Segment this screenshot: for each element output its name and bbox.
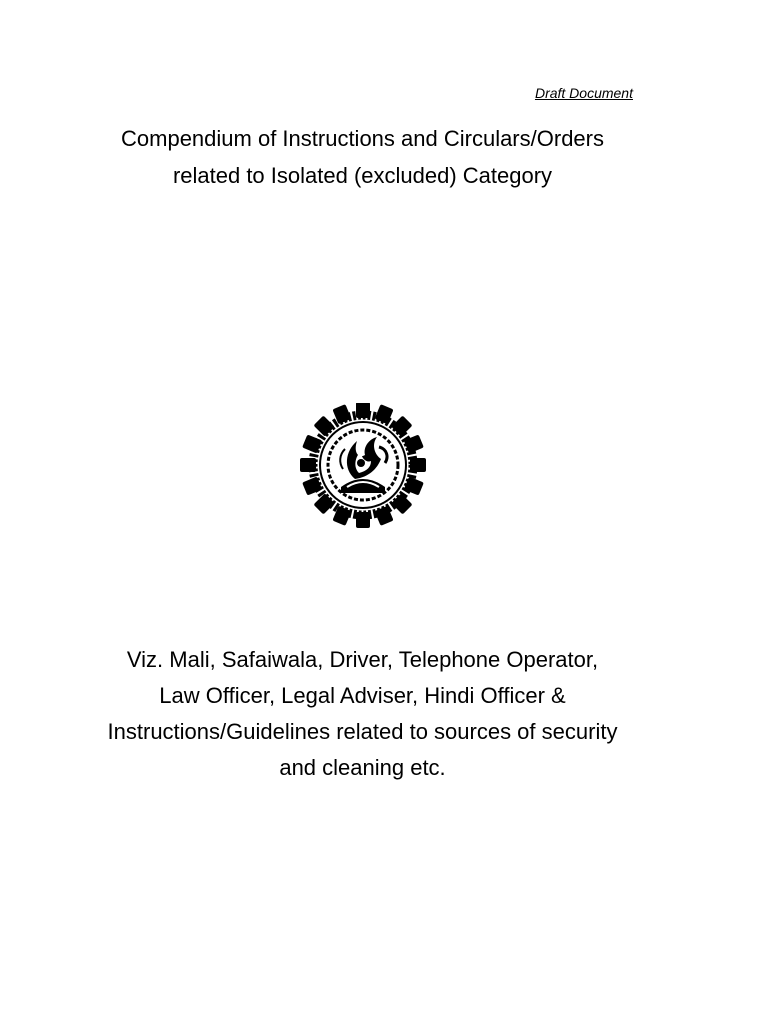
gear-emblem-icon — [288, 403, 438, 528]
document-title — [0, 120, 725, 194]
subject-line: Viz. Mali, Safaiwala, Driver, Telephone Operator, — [126, 647, 599, 672]
draft-label: Draft Document — [534, 85, 633, 101]
title-line: Compendium of Instructions and Circulars/Orders — [121, 126, 604, 151]
title-line: related to Isolated (excluded) Category — [172, 163, 553, 188]
subject-line: and cleaning etc. — [279, 755, 446, 780]
subject-line: Instructions/Guidelines related to sources of security — [107, 719, 618, 744]
document-subject — [0, 642, 725, 786]
subject-line: Law Officer, Legal Adviser, Hindi Officer & — [159, 683, 566, 708]
